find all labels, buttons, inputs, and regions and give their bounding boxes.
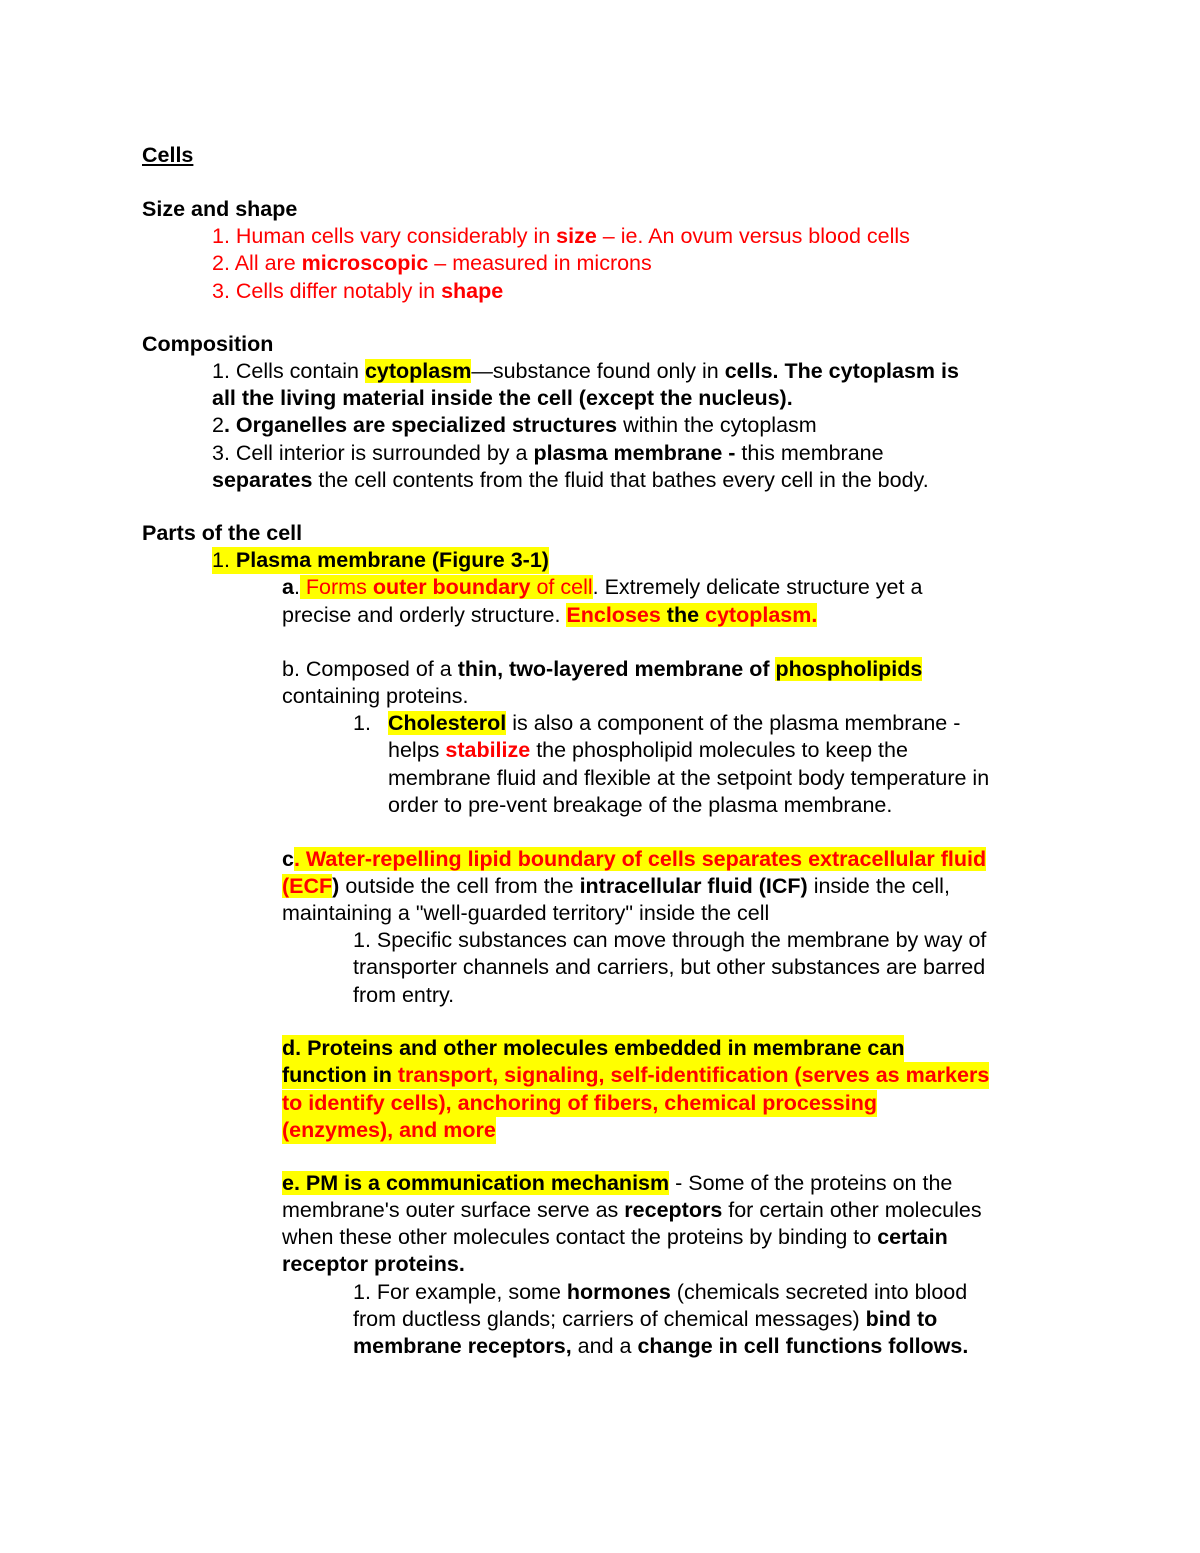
- subpoint-continuation: membrane receptors, and a change in cell functions follows.: [353, 1334, 969, 1358]
- section-heading-parts: Parts of the cell: [142, 521, 303, 545]
- point-d-continuation: to identify cells), anchoring of fibers, chemical processing: [282, 1091, 877, 1115]
- point-a-continuation: precise and orderly structure. Encloses the cytoplasm.: [282, 603, 818, 627]
- subpoint: 1. Specific substances can move through the membrane by way of: [353, 928, 987, 952]
- point-c-continuation: (ECF) outside the cell from the intracellular fluid (ICF) inside the cell,: [282, 874, 950, 898]
- point-e-continuation: when these other molecules contact the proteins by binding to certain: [282, 1225, 948, 1249]
- subpoint-continuation: transporter channels and carriers, but other substances are barred: [353, 955, 986, 979]
- subpoint-continuation: from entry.: [353, 983, 455, 1007]
- subpoint-continuation: from ductless glands; carriers of chemical messages) bind to: [353, 1307, 938, 1331]
- subpoint-continuation: membrane fluid and flexible at the setpoint body temperature in: [388, 766, 990, 790]
- point-a: a. Forms outer boundary of cell. Extremely delicate structure yet a: [282, 575, 923, 599]
- list-item: 2. Organelles are specialized structures within the cytoplasm: [212, 413, 817, 437]
- document-title: Cells: [142, 143, 194, 167]
- point-e-continuation: membrane's outer surface serve as receptors for certain other molecules: [282, 1198, 982, 1222]
- subpoint-cholesterol: Cholesterol is also a component of the plasma membrane -: [388, 711, 961, 735]
- section-heading-size-shape: Size and shape: [142, 197, 298, 221]
- point-b-continuation: containing proteins.: [282, 684, 469, 708]
- point-e: e. PM is a communication mechanism - Some of the proteins on the: [282, 1171, 953, 1195]
- list-item: 3. Cells differ notably in shape: [212, 279, 504, 303]
- point-d: d. Proteins and other molecules embedded in membrane can: [282, 1036, 905, 1060]
- list-item: 3. Cell interior is surrounded by a plasma membrane - this membrane: [212, 441, 884, 465]
- point-d-continuation: (enzymes), and more: [282, 1118, 496, 1142]
- subpoint: 1. For example, some hormones (chemicals secreted into blood: [353, 1280, 968, 1304]
- point-c: c. Water-repelling lipid boundary of cells separates extracellular fluid: [282, 847, 987, 871]
- section-heading-composition: Composition: [142, 332, 274, 356]
- list-item-continuation: all the living material inside the cell (except the nucleus).: [212, 386, 793, 410]
- list-item: 1. Human cells vary considerably in size – ie. An ovum versus blood cells: [212, 224, 910, 248]
- subpoint-number: 1.: [353, 711, 371, 735]
- point-b: b. Composed of a thin, two-layered membrane of phospholipids: [282, 657, 923, 681]
- list-item: 2. All are microscopic – measured in microns: [212, 251, 652, 275]
- point-d-continuation: function in transport, signaling, self-identification (serves as markers: [282, 1063, 990, 1087]
- list-item-continuation: separates the cell contents from the fluid that bathes every cell in the body.: [212, 468, 929, 492]
- point-e-continuation: receptor proteins.: [282, 1252, 465, 1276]
- point-c-continuation: maintaining a "well-guarded territory" inside the cell: [282, 901, 770, 925]
- plasma-membrane-title: 1. Plasma membrane (Figure 3-1): [212, 548, 549, 572]
- list-item: 1. Cells contain cytoplasm—substance found only in cells. The cytoplasm is: [212, 359, 959, 383]
- subpoint-continuation: helps stabilize the phospholipid molecules to keep the: [388, 738, 908, 762]
- subpoint-continuation: order to pre-vent breakage of the plasma membrane.: [388, 793, 893, 817]
